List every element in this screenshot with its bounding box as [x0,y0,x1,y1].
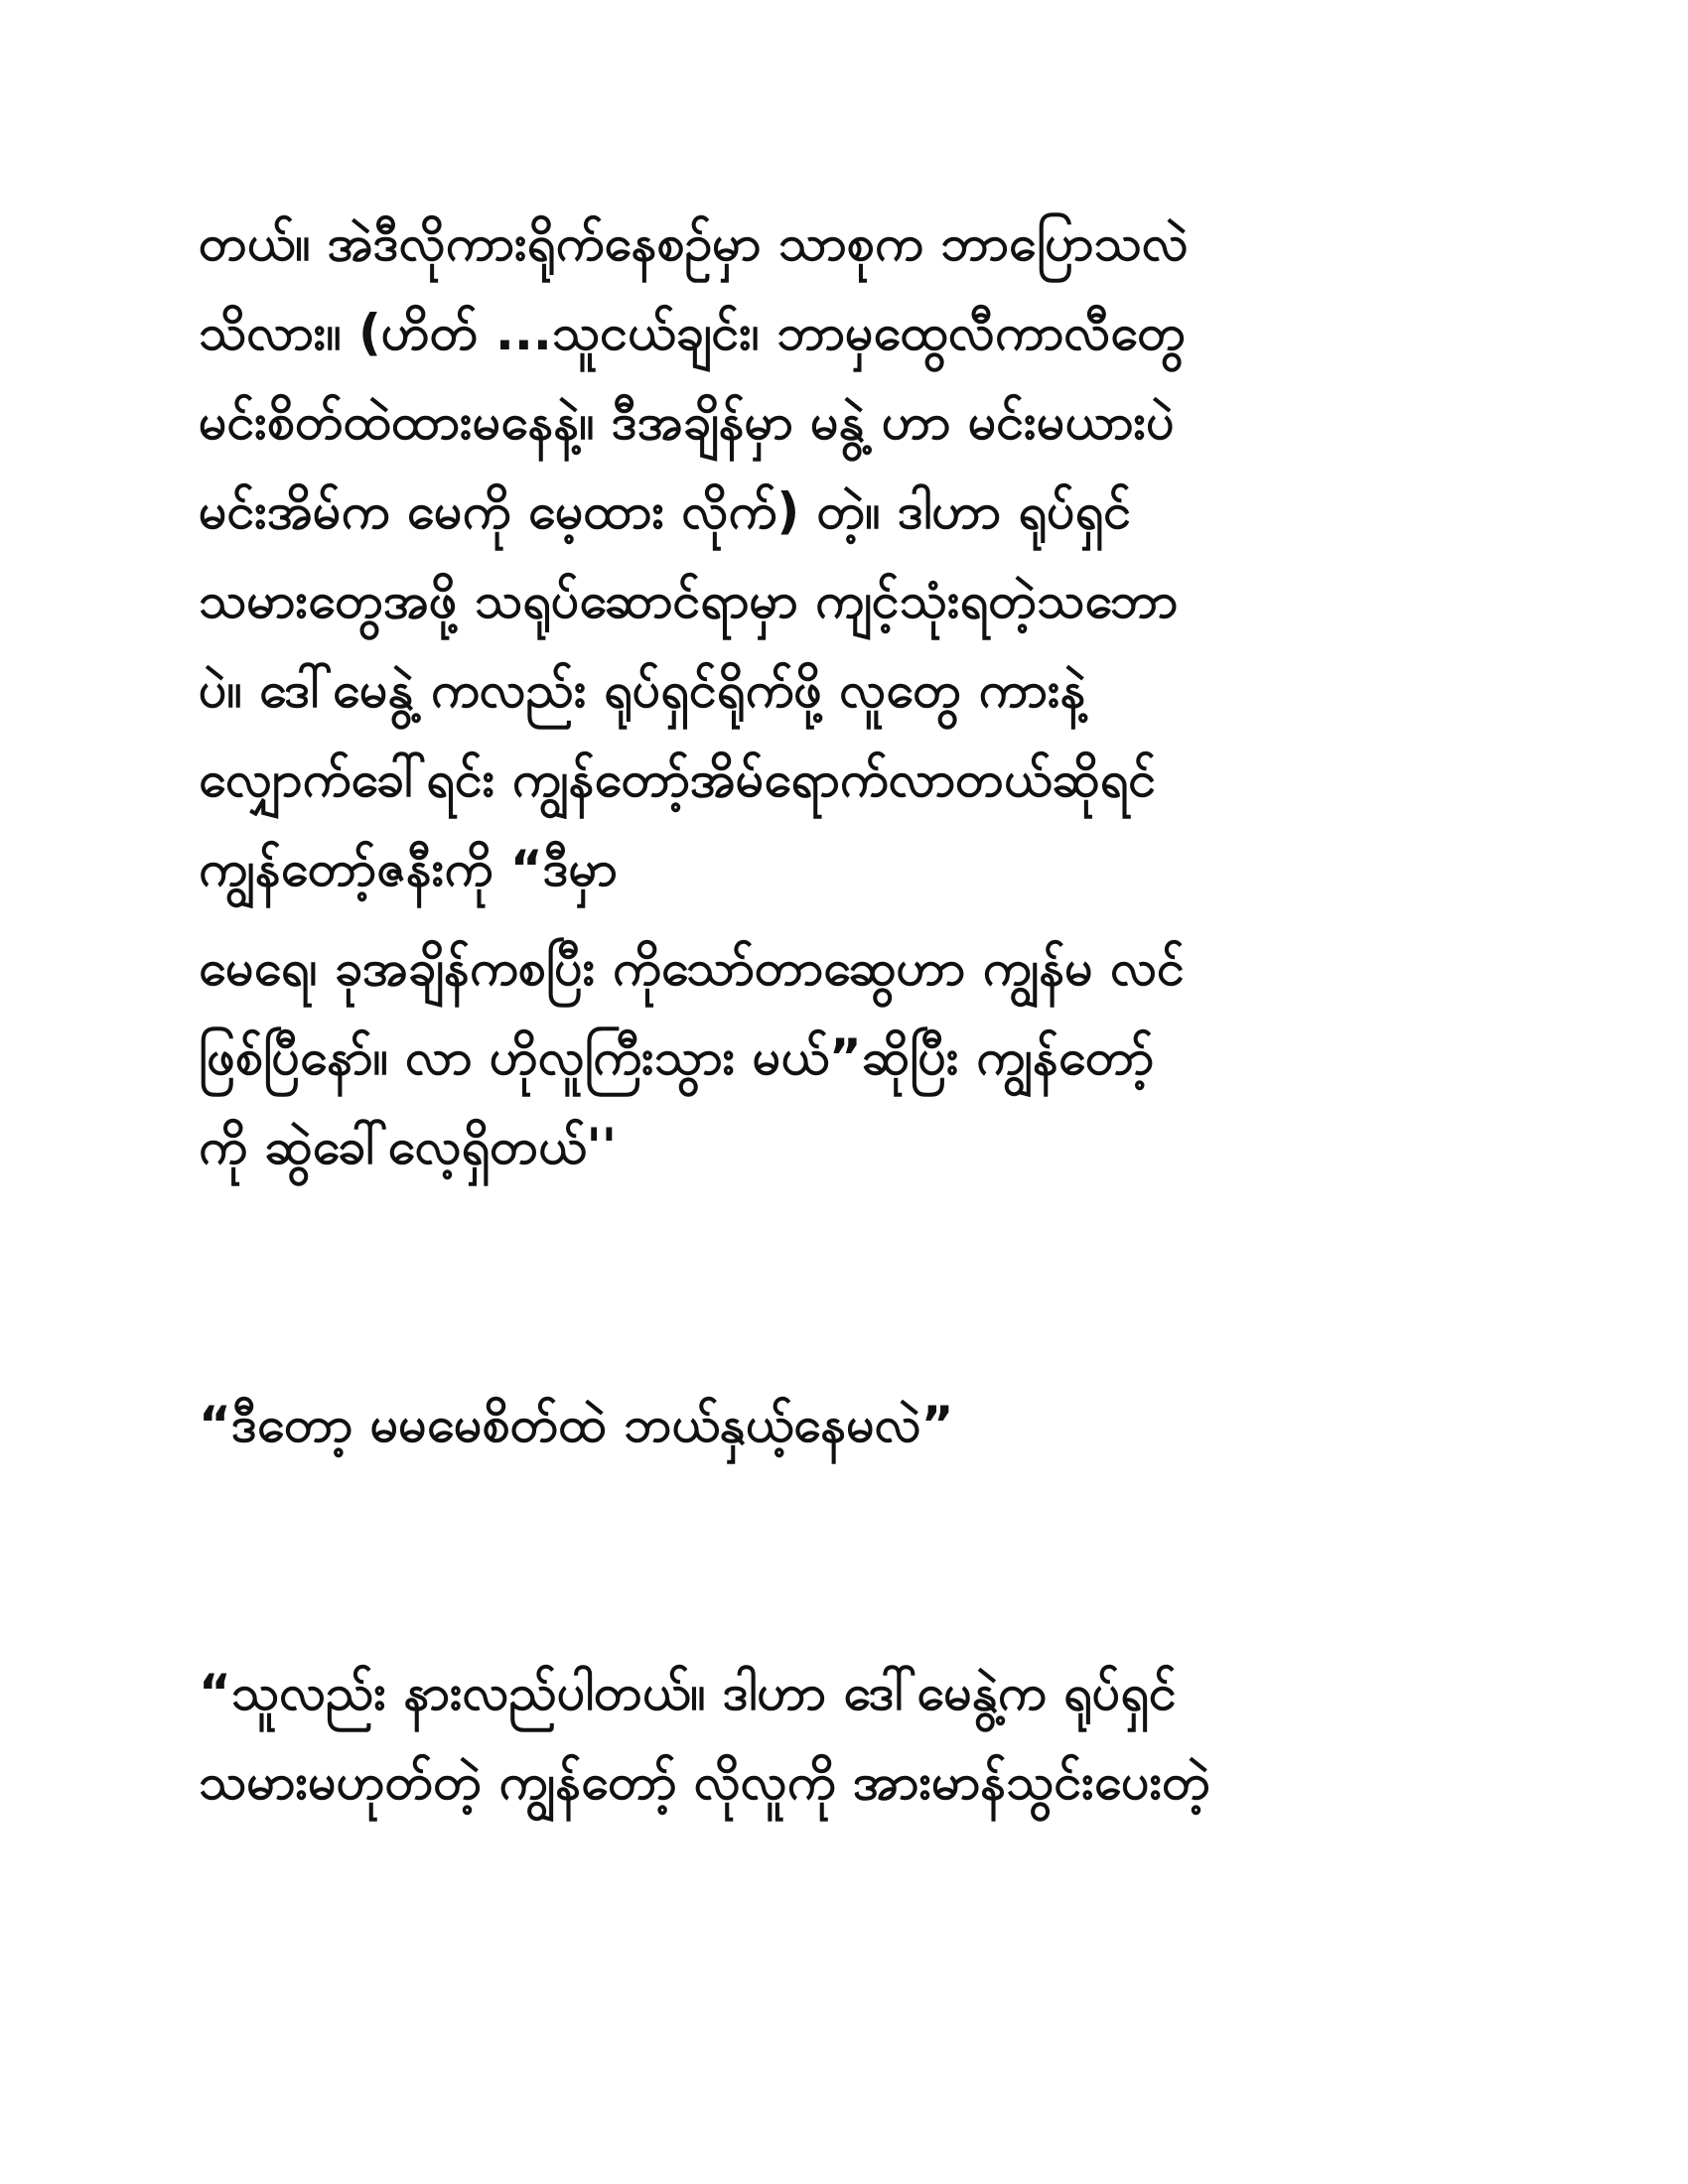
body-text-line: ပဲ။ ဒေါ်မေနွဲ့ ကလည်း ရုပ်ရှင်ရိုက်ဖို့ လူတွေ ကားနဲ့ [199,661,1086,719]
body-text-line: “ဒီတော့ မမမေစိတ်ထဲ ဘယ်နှယ့်နေမလဲ” [199,1396,954,1453]
body-text-line: သိလား။ (ဟိတ် ...သူငယ်ချင်း၊ ဘာမှထွေလီကာလီတွေ [199,304,1187,361]
body-text-line: ကို ဆွဲခေါ်လေ့ရှိတယ်'' [199,1118,618,1175]
body-text-line: တယ်။ အဲဒီလိုကားရိုက်နေစဉ်မှာ သာစုက ဘာပြောသလဲ [199,214,1189,272]
body-text-line: မင်းအိမ်က မေကို မေ့ထား လိုက်) တဲ့။ ဒါဟာ ရုပ်ရှင် [199,482,1132,540]
body-text-line: သမားမဟုတ်တဲ့ ကျွန်တော့် လိုလူကို အားမာန်သွင်းပေးတဲ့ [199,1753,1210,1811]
body-text-line: ဖြစ်ပြီနော်။ လာ ဟိုလူကြီးသွား မယ်”ဆိုပြီး ကျွန်တော့် [199,1028,1155,1086]
body-text-line: မေရေ၊ ခုအချိန်ကစပြီး ကိုသော်တာဆွေဟာ ကျွန်မ လင် [199,939,1185,997]
body-text-line: “သူလည်း နားလည်ပါတယ်။ ဒါဟာ ဒေါ်မေနွဲ့က ရုပ်ရှင် [199,1664,1177,1721]
body-text-line: ကျွန်တော့်ဇနီးကို “ဒီမှာ [199,840,618,897]
body-text-line: သမားတွေအဖို့ သရုပ်ဆောင်ရာမှာ ကျင့်သုံးရတဲ့သဘော [199,572,1179,629]
body-text-line: လျှောက်ခေါ်ရင်း ကျွန်တော့်အိမ်ရောက်လာတယ်ဆိုရင် [199,751,1157,808]
body-text-line: မင်းစိတ်ထဲထားမနေနဲ့။ ဒီအချိန်မှာ မနွဲ့ ဟာ မင်းမယားပဲ [199,393,1175,451]
